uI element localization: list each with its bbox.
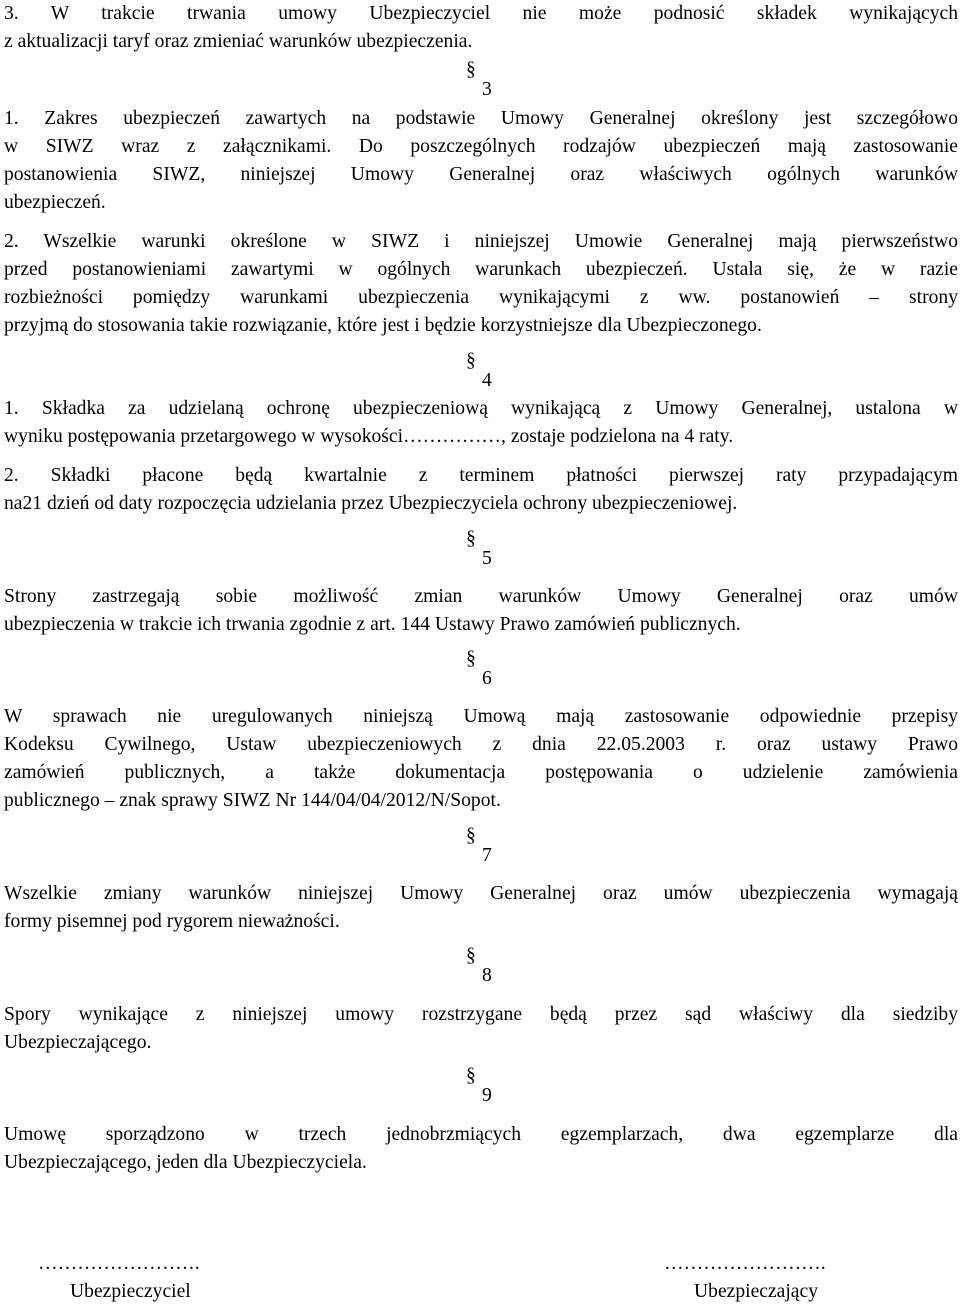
- paragraph-line: rozbieżności pomiędzy warunkami ubezpieczenia wynikającymi z ww. postanowień – strony: [4, 287, 958, 308]
- signature-line-right: …………………….: [664, 1253, 826, 1274]
- section-symbol: §: [466, 528, 476, 549]
- section-number: 7: [482, 845, 492, 866]
- section-symbol: §: [466, 350, 476, 371]
- paragraph-line: Umowę sporządzono w trzech jednobrzmiących egzemplarzach, dwa egzemplarze dla: [4, 1124, 958, 1145]
- section-number: 6: [482, 668, 492, 689]
- signature-label-right: Ubezpieczający: [694, 1281, 819, 1302]
- paragraph-line: zamówień publicznych, a także dokumentacja postępowania o udzielenie zamówienia: [4, 762, 958, 783]
- signature-label-left: Ubezpieczyciel: [70, 1281, 191, 1302]
- paragraph-line: w SIWZ wraz z załącznikami. Do poszczególnych rodzajów ubezpieczeń mają zastosowanie: [4, 136, 958, 157]
- paragraph-line: postanowienia SIWZ, niniejszej Umowy Generalnej oraz właściwych ogólnych warunków: [4, 164, 958, 185]
- section-number: 8: [482, 965, 492, 986]
- section-symbol: §: [466, 945, 476, 966]
- paragraph-line: 2. Wszelkie warunki określone w SIWZ i niniejszej Umowie Generalnej mają pierwszeństwo: [4, 231, 958, 252]
- paragraph-line: Wszelkie zmiany warunków niniejszej Umowy Generalnej oraz umów ubezpieczenia wymagają: [4, 883, 958, 904]
- paragraph-line: z aktualizacji taryf oraz zmieniać warunków ubezpieczenia.: [4, 31, 473, 52]
- section-symbol: §: [466, 825, 476, 846]
- signature-line-left: …………………….: [38, 1253, 200, 1274]
- section-symbol: §: [466, 648, 476, 669]
- paragraph-line: Ubezpieczającego, jeden dla Ubezpieczyciela.: [4, 1152, 367, 1173]
- paragraph-line: publicznego – znak sprawy SIWZ Nr 144/04/04/2012/N/Sopot.: [4, 790, 501, 811]
- paragraph-line: wyniku postępowania przetargowego w wysokości……………, zostaje podzielona na 4 raty.: [4, 426, 734, 447]
- section-number: 4: [482, 370, 492, 391]
- paragraph-line: 1. Składka za udzielaną ochronę ubezpieczeniową wynikającą z Umowy Generalnej, ustalona w: [4, 398, 958, 419]
- paragraph-line: Spory wynikające z niniejszej umowy rozstrzygane będą przez sąd właściwy dla siedziby: [4, 1004, 958, 1025]
- section-symbol: §: [466, 59, 476, 80]
- paragraph-line: Kodeksu Cywilnego, Ustaw ubezpieczeniowych z dnia 22.05.2003 r. oraz ustawy Prawo: [4, 734, 958, 755]
- paragraph-line: 1. Zakres ubezpieczeń zawartych na podstawie Umowy Generalnej określony jest szczegółowo: [4, 108, 958, 129]
- paragraph-line: Ubezpieczającego.: [4, 1032, 152, 1053]
- paragraph-line: ubezpieczenia w trakcie ich trwania zgodnie z art. 144 Ustawy Prawo zamówień publicznych.: [4, 614, 741, 635]
- paragraph-line: W sprawach nie uregulowanych niniejszą Umową mają zastosowanie odpowiednie przepisy: [4, 706, 958, 727]
- paragraph-line: 2. Składki płacone będą kwartalnie z terminem płatności pierwszej raty przypadającym: [4, 465, 958, 486]
- paragraph-line: na21 dzień od daty rozpoczęcia udzielania przez Ubezpieczyciela ochrony ubezpieczeniowej.: [4, 493, 738, 514]
- section-number: 5: [482, 548, 492, 569]
- paragraph-line: przed postanowieniami zawartymi w ogólnych warunkach ubezpieczeń. Ustala się, że w razie: [4, 259, 958, 280]
- paragraph-line: przyjmą do stosowania takie rozwiązanie, które jest i będzie korzystniejsze dla Ubezpieczonego.: [4, 315, 762, 336]
- paragraph-line: 3. W trakcie trwania umowy Ubezpieczyciel nie może podnosić składek wynikających: [4, 3, 958, 24]
- section-symbol: §: [466, 1065, 476, 1086]
- paragraph-line: formy pisemnej pod rygorem nieważności.: [4, 911, 340, 932]
- section-number: 3: [482, 79, 492, 100]
- paragraph-line: ubezpieczeń.: [4, 192, 106, 213]
- paragraph-line: Strony zastrzegają sobie możliwość zmian warunków Umowy Generalnej oraz umów: [4, 586, 958, 607]
- section-number: 9: [482, 1085, 492, 1106]
